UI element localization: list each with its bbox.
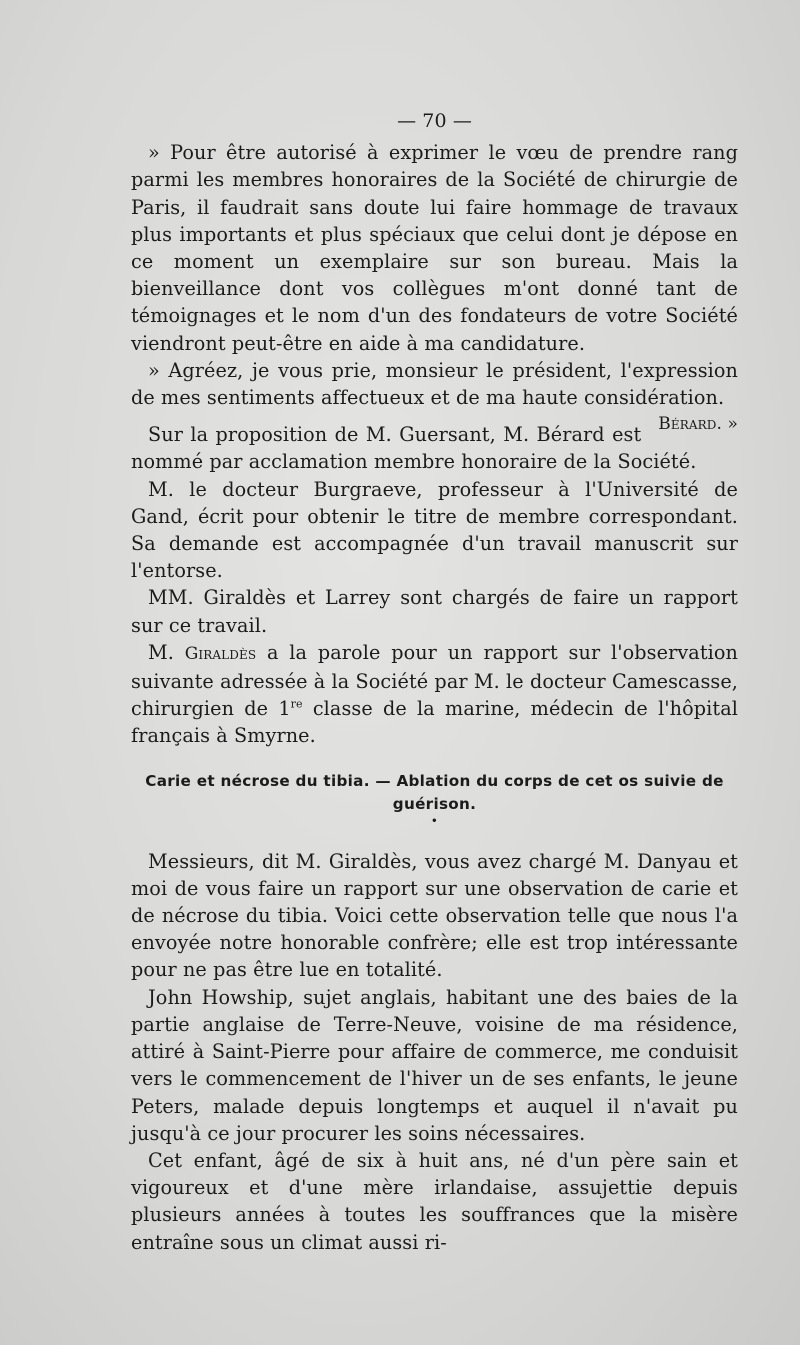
section-heading-text: Carie et nécrose du tibia. — Ablation du corps de cet os suivie de guérison. <box>145 771 724 813</box>
heading-ornament: • <box>431 815 438 827</box>
speaker-name: Giraldès <box>184 643 257 664</box>
report-paragraph: John Howship, sujet anglais, habitant une des baies de la partie anglaise de Terre-Neuve, voisine de ma résidence, attiré à Saint-Pierre pour affaire de commerce, me conduisit vers le commencement de l'hiver un de ses enfants, le jeune Peters, malade depuis longtemps et auquel il n'avait pu jusqu'à ce jour procurer les soins nécessaires. <box>131 985 738 1145</box>
text-run: a la parole pour un rapport sur l'observation suivante adressée à la Société par M. le docteur Camescasse, chirurgien de 1 <box>131 640 738 721</box>
page-number: — 70 — <box>397 110 472 132</box>
letter-closing-paragraph <box>131 357 738 435</box>
signature: Bérard. » <box>658 414 738 435</box>
text-run: M. <box>148 640 185 664</box>
letter-paragraph: » Pour être autorisé à exprimer le vœu de prendre rang parmi les membres honoraires de la Société de chirurgie de Paris, il faudrait sans doute lui faire hommage de travaux plus importants et plus spéciaux que celui dont je dépose en ce moment un exemplaire sur son bureau. Mais la bienveillance dont vos collègues m'ont donné tant de témoignages et le nom d'un des fondateurs de votre Société viendront peut-être en aide à ma candidature. <box>131 141 738 355</box>
ordinal-superscript: re <box>290 697 303 711</box>
report-paragraph: Messieurs, dit M. Giraldès, vous avez chargé M. Danyau et moi de vous faire un rapport sur une observation de carie et de nécrose du tibia. Voici cette observation telle que nous l'a envoyée notre honorable confrère; elle est trop intéressante pour ne pas être lue en totalité. <box>131 849 738 982</box>
report-paragraph: Cet enfant, âgé de six à huit ans, né d'un père sain et vigoureux et d'une mère irlandaise, assujettie depuis plusieurs années à toutes les souffrances que la misère entraîne sous un climat aussi ri- <box>131 1148 738 1254</box>
body-text <box>131 108 738 1256</box>
section-heading <box>131 770 738 828</box>
text-run: classe de la marine, médecin de l'hôpital français à Smyrne. <box>131 697 738 748</box>
minutes-paragraph: MM. Giraldès et Larrey sont chargés de faire un rapport sur ce travail. <box>131 586 738 637</box>
closing-text: » Agréez, je vous prie, monsieur le président, l'expression de mes sentiments affectueux et de ma haute considération. <box>131 358 738 410</box>
minutes-paragraph-giraldes <box>131 639 738 750</box>
minutes-paragraph: Sur la proposition de M. Guersant, M. Bérard est nommé par acclamation membre honoraire de la Société. <box>131 423 697 474</box>
minutes-paragraph: M. le docteur Burgraeve, professeur à l'Université de Gand, écrit pour obtenir le titre de membre correspondant. Sa demande est accompagnée d'un travail manuscrit sur l'entorse. <box>131 477 738 583</box>
